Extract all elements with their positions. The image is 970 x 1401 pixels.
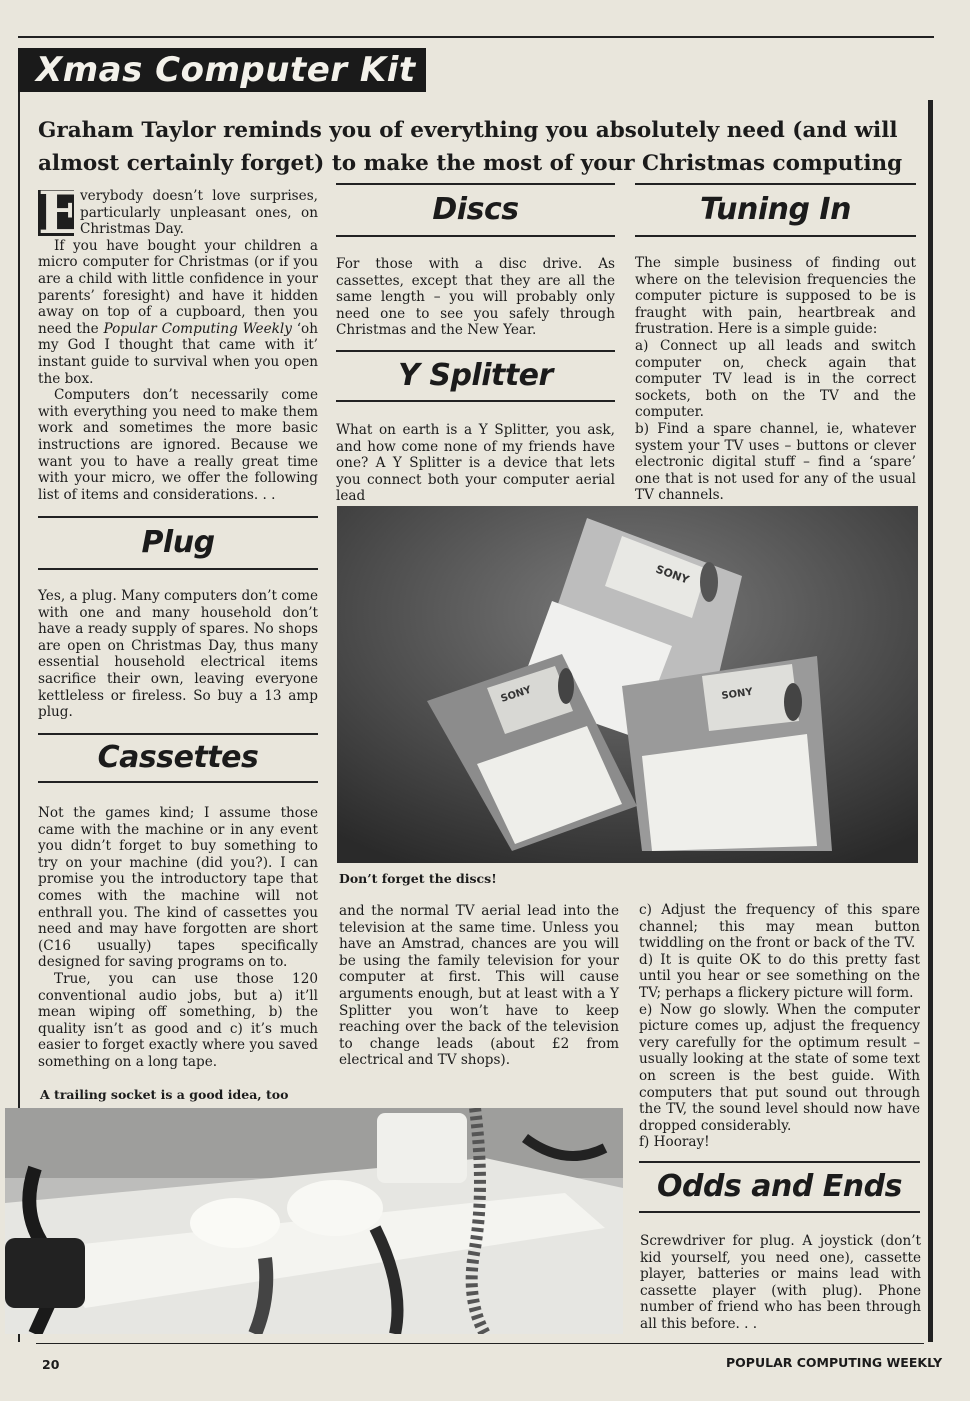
- intro-paragraph-3: Computers don’t necessarily come with everything you need to make them work and sometimes the more basic instructions are ignored. Because we want you to have a really great time with your micro, we offer the following list of items and considerations. . .: [38, 387, 318, 503]
- odds-heading-block: [639, 1161, 920, 1213]
- tuning-heading: Tuning In: [700, 192, 851, 227]
- tuning-text-part-1: [635, 255, 916, 504]
- ysplitter-heading-block: [336, 350, 615, 402]
- disc-label-1: SONY: [653, 562, 691, 587]
- tuning-step-b: b) Find a spare channel, ie, whatever system your TV uses – buttons or clever electronic digital stuff – find a ‘spare’ one that is not used for any of the usual TV channels.: [635, 420, 916, 504]
- cassettes-paragraph-2: True, you can use those 120 conventional audio jobs, but a) it’ll mean wiping off something, b) the quality isn’t as good and c) it’s much easier to forget exactly where you saved something on a long tape.: [38, 970, 318, 1070]
- tuning-step-e: e) Now go slowly. When the computer picture comes up, adjust the frequency very carefully for the optimum result – usually looking at the state of some text on screen is the best guide. With computers that put sound out through the TV, the sound level should now have dropped considerably.: [639, 1001, 920, 1134]
- tuning-step-d: d) It is quite OK to do this pretty fast until you hear or see something on the TV; perhaps a flickery picture will form.: [639, 951, 920, 1001]
- intro-paragraph-2a: If you have bought your children a micro computer for Christmas (or if you are a child with little confidence in your parents’ foresight) and have it hidden away on top of a cupboard, then you need the: [38, 237, 318, 337]
- trailing-socket-photo: [5, 1108, 623, 1334]
- tuning-step-a: a) Connect up all leads and switch computer on, check again that computer TV lead is in the correct sockets, both on the TV and the computer.: [635, 337, 916, 421]
- cassettes-text: [38, 805, 318, 1071]
- floppy-disc-right: [622, 656, 832, 851]
- tuning-heading-block: [635, 183, 916, 237]
- drop-cap: E: [38, 179, 83, 247]
- page-number: 20: [42, 1357, 60, 1372]
- discs-heading: Discs: [432, 192, 519, 227]
- plug-heading: Plug: [141, 525, 215, 560]
- plug-heading-block: [38, 516, 318, 570]
- ysplitter-text-part-2: and the normal TV aerial lead into the television at the same time. Unless you have an Amstrad, chances are you will be using the family television for your computer at first. This will cause arguments enough, but at least with a Y Splitter you won’t have to keep reaching over the back of the television to change leads (about £2 from electrical and TV shops).: [339, 903, 619, 1069]
- odds-heading: Odds and Ends: [657, 1169, 902, 1204]
- odds-text: Screwdriver for plug. A joystick (don’t kid yourself, you need one), cassette player, batteries or mains lead with cassette player (with plug). Phone number of friend who has been through all this before. . .: [640, 1233, 921, 1332]
- discs-photo-caption: Don’t forget the discs!: [339, 871, 497, 886]
- magazine-name-italic: Popular Computing Weekly: [103, 320, 292, 337]
- ysplitter-text-part-1: What on earth is a Y Splitter, you ask, and how come none of my friends have one? A Y Splitter is a device that lets you connect both your computer aerial lead: [336, 422, 615, 505]
- tuning-step-c: c) Adjust the frequency of this spare channel; this may mean button twiddling on the front or back of the TV.: [639, 902, 920, 952]
- discs-photo: [337, 506, 918, 863]
- intro-paragraph-1: verybody doesn’t love surprises, particularly unpleasant ones, on Christmas Day.: [80, 188, 318, 238]
- socket-photo-caption: A trailing socket is a good idea, too: [40, 1087, 289, 1102]
- section-title-banner: Xmas Computer Kit: [18, 48, 426, 92]
- top-rule: [18, 36, 934, 38]
- cassettes-heading-block: [38, 733, 318, 783]
- tuning-intro: The simple business of finding out where on the television frequencies the computer picture is supposed to be is fraught with pain, heartbreak and frustration. Here is a simple guide:: [635, 255, 916, 338]
- tuning-text-part-2: [639, 902, 920, 1151]
- intro-paragraph-2b: ‘oh my God I thought that came with it’ instant guide to survival when you open the box.: [38, 320, 318, 387]
- tuning-step-f: f) Hooray!: [639, 1134, 710, 1151]
- intro-text: [38, 179, 318, 503]
- bottom-rule: [36, 1343, 924, 1344]
- disc-label-2: SONY: [499, 684, 533, 705]
- right-border-rule: [928, 100, 933, 1342]
- magazine-footer: POPULAR COMPUTING WEEKLY: [726, 1355, 943, 1370]
- discs-text: For those with a disc drive. As cassettes, except that they are all the same length – you will probably only need one to see you safely through Christmas and the New Year.: [336, 256, 615, 339]
- plug-text: Yes, a plug. Many computers don’t come with one and many household don’t have a ready supply of spares. No shops are open on Christmas Day, thus many essential household electrical items sacrifice their own, leaving everyone kettleless or fireless. So buy a 13 amp plug.: [38, 588, 318, 721]
- ysplitter-heading: Y Splitter: [398, 358, 553, 393]
- cassettes-paragraph-1: Not the games kind; I assume those came with the machine or in any event you didn’t forget to buy something to try on your machine (did you?). I can promise you the introductory tape that comes with the machine will not enthrall you. The kind of cassettes you need and may have forgotten are short (C16 usually) tapes specifically designed for saving programs on to.: [38, 805, 318, 971]
- cassettes-heading: Cassettes: [97, 740, 259, 775]
- discs-heading-block: [336, 183, 615, 237]
- article-subtitle: Graham Taylor reminds you of everything you absolutely need (and will almost certainly forget) to make the most of your Christmas computing: [38, 118, 903, 176]
- disc-label-3: SONY: [720, 686, 754, 702]
